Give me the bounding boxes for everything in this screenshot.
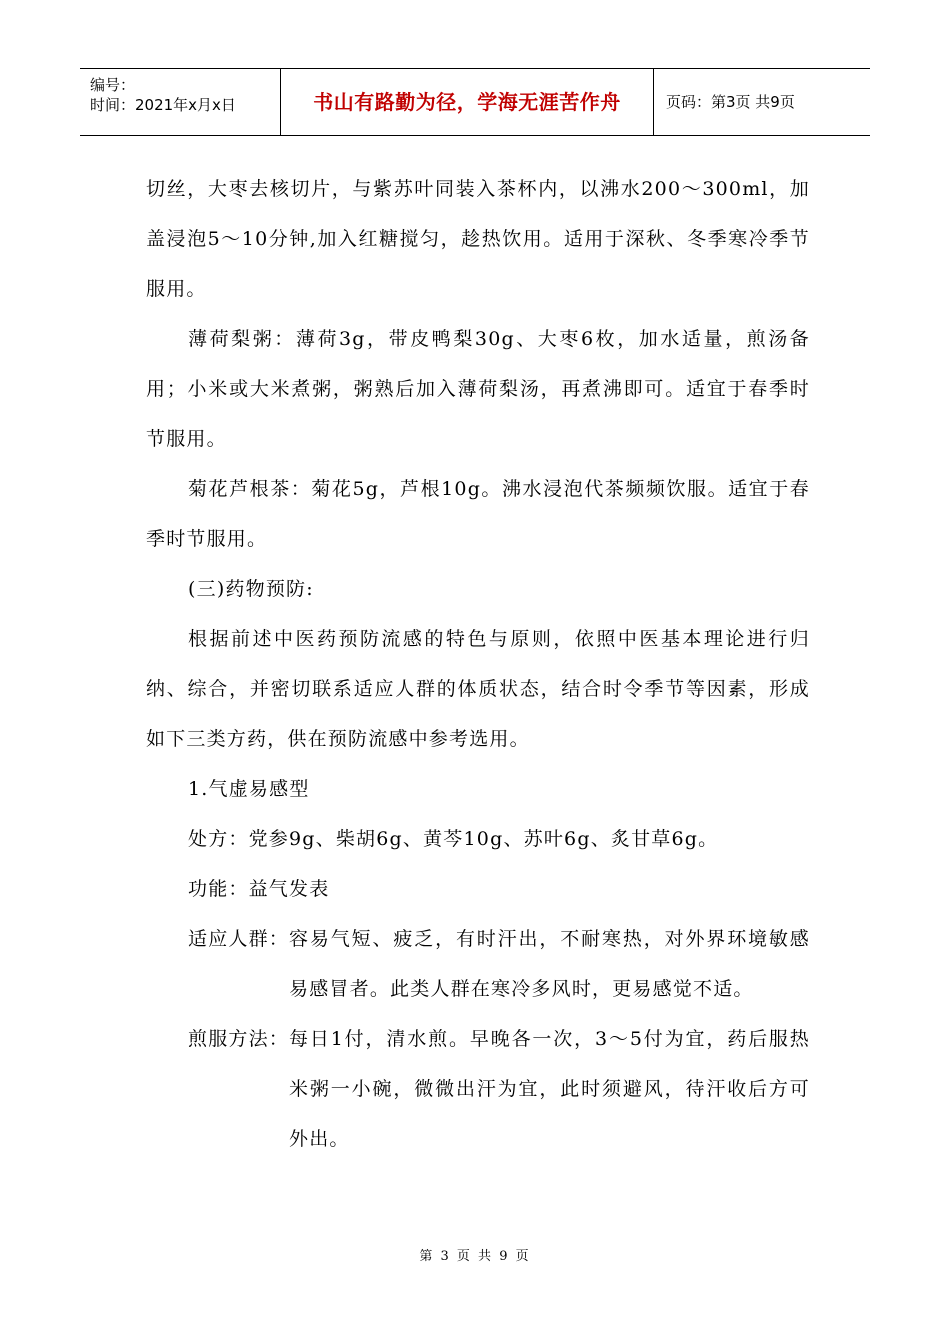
definition-text: 容易气短、疲乏，有时汗出，不耐寒热，对外界环境敏感易感冒者。此类人群在寒冷多风时，更易感觉不适。 bbox=[289, 928, 810, 1000]
prescription-line: 处方：党参9g、柴胡6g、黄芩10g、苏叶6g、炙甘草6g。 bbox=[188, 828, 719, 850]
header-page-info: 页码：第3页 共9页 bbox=[666, 93, 795, 111]
page-footer: 第 3 页 共 9 页 bbox=[419, 1249, 531, 1264]
paragraph-intro: 根据前述中医药预防流感的特色与原则，依照中医基本理论进行归纳、综合，并密切联系适应人群的体质状态，结合时令季节等因素，形成如下三类方药，供在预防流感中参考选用。 bbox=[146, 628, 810, 750]
function-line: 功能：益气发表 bbox=[188, 878, 330, 900]
definition-administration-method bbox=[146, 1014, 810, 1164]
definition-target-population bbox=[146, 914, 810, 1014]
document-number-label: 编号： bbox=[90, 76, 136, 94]
section-heading-drug-prevention: (三)药物预防: bbox=[188, 578, 314, 600]
paragraph-recipe-mint-pear-porridge: 薄荷梨粥：薄荷3g，带皮鸭梨30g、大枣6枚，加水适量，煎汤备用；小米或大米煮粥，粥熟后加入薄荷梨汤，再煮沸即可。适宜于春季时节服用。 bbox=[146, 328, 810, 450]
page-header bbox=[80, 68, 870, 136]
definition-term: 煎服方法： bbox=[188, 1028, 290, 1050]
document-body bbox=[146, 164, 810, 1164]
paragraph-recipe-chrysanthemum-tea: 菊花芦根茶：菊花5g，芦根10g。沸水浸泡代茶频频饮服。适宜于春季时节服用。 bbox=[146, 478, 810, 550]
paragraph-continuation: 切丝，大枣去核切片，与紫苏叶同装入茶杯内，以沸水200～300ml，加盖浸泡5～10分钟,加入红糖搅匀，趁热饮用。适用于深秋、冬季寒冷季节服用。 bbox=[146, 178, 810, 300]
definition-text: 每日1付，清水煎。早晚各一次，3～5付为宜，药后服热米粥一小碗，微微出汗为宜，此时须避风，待汗收后方可外出。 bbox=[289, 1028, 810, 1150]
document-time-label: 时间：2021年x月x日 bbox=[90, 96, 236, 114]
subheading-qi-deficiency-type: 1.气虚易感型 bbox=[188, 778, 310, 800]
header-motto: 书山有路勤为径，学海无涯苦作舟 bbox=[281, 69, 654, 135]
definition-term: 适应人群： bbox=[188, 928, 290, 950]
header-meta bbox=[80, 69, 281, 135]
